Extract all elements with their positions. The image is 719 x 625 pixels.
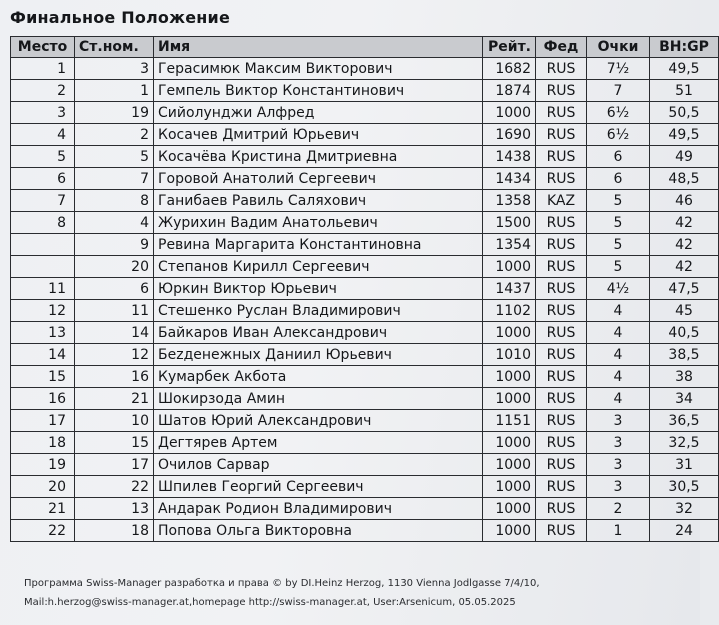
cell-federation: RUS	[536, 344, 587, 366]
cell-place	[11, 256, 75, 278]
cell-name: Байкаров Иван Александрович	[154, 322, 483, 344]
cell-tiebreak: 42	[650, 234, 719, 256]
cell-name: Сийолунджи Алфред	[154, 102, 483, 124]
cell-name: Попова Ольга Викторовна	[154, 520, 483, 542]
cell-start-number: 19	[75, 102, 154, 124]
cell-rating: 1102	[483, 300, 536, 322]
cell-tiebreak: 48,5	[650, 168, 719, 190]
cell-start-number: 16	[75, 366, 154, 388]
cell-rating: 1000	[483, 388, 536, 410]
cell-name: Шатов Юрий Александрович	[154, 410, 483, 432]
cell-place	[11, 234, 75, 256]
cell-name: Кумарбек Акбота	[154, 366, 483, 388]
cell-start-number: 18	[75, 520, 154, 542]
cell-place: 18	[11, 432, 75, 454]
cell-points: 3	[587, 432, 650, 454]
cell-points: 5	[587, 212, 650, 234]
cell-place: 5	[11, 146, 75, 168]
cell-tiebreak: 38,5	[650, 344, 719, 366]
cell-name: Ревина Маргарита Константиновна	[154, 234, 483, 256]
header-federation: Фед	[536, 37, 587, 58]
cell-points: 5	[587, 190, 650, 212]
cell-federation: RUS	[536, 520, 587, 542]
cell-federation: RUS	[536, 234, 587, 256]
cell-points: 5	[587, 234, 650, 256]
table-row	[11, 322, 719, 344]
table-row	[11, 102, 719, 124]
header-name: Имя	[154, 37, 483, 58]
cell-rating: 1354	[483, 234, 536, 256]
header-tiebreak: BH:GP	[650, 37, 719, 58]
cell-name: Ганибаев Равиль Саляхович	[154, 190, 483, 212]
cell-federation: RUS	[536, 278, 587, 300]
cell-start-number: 7	[75, 168, 154, 190]
cell-place: 19	[11, 454, 75, 476]
table-row	[11, 58, 719, 80]
cell-place: 16	[11, 388, 75, 410]
table-row	[11, 498, 719, 520]
table-row	[11, 124, 719, 146]
cell-points: 2	[587, 498, 650, 520]
cell-place: 12	[11, 300, 75, 322]
table-row	[11, 168, 719, 190]
cell-rating: 1690	[483, 124, 536, 146]
table-row	[11, 278, 719, 300]
cell-tiebreak: 42	[650, 256, 719, 278]
table-header-row	[11, 37, 719, 58]
cell-federation: RUS	[536, 476, 587, 498]
cell-tiebreak: 32	[650, 498, 719, 520]
cell-federation: RUS	[536, 168, 587, 190]
cell-start-number: 11	[75, 300, 154, 322]
table-row	[11, 344, 719, 366]
cell-points: 5	[587, 256, 650, 278]
cell-points: 7½	[587, 58, 650, 80]
cell-points: 6½	[587, 102, 650, 124]
cell-tiebreak: 32,5	[650, 432, 719, 454]
cell-federation: RUS	[536, 124, 587, 146]
table-row	[11, 300, 719, 322]
cell-start-number: 3	[75, 58, 154, 80]
footer-line-1: Программа Swiss-Manager разработка и права © by DI.Heinz Herzog, 1130 Vienna Jodlgasse 7/4/10,	[24, 578, 540, 589]
cell-federation: RUS	[536, 80, 587, 102]
cell-place: 17	[11, 410, 75, 432]
cell-rating: 1000	[483, 454, 536, 476]
cell-tiebreak: 47,5	[650, 278, 719, 300]
cell-tiebreak: 45	[650, 300, 719, 322]
cell-rating: 1000	[483, 322, 536, 344]
cell-rating: 1000	[483, 498, 536, 520]
cell-name: Косачёва Кристина Дмитриевна	[154, 146, 483, 168]
cell-tiebreak: 34	[650, 388, 719, 410]
standings-table	[10, 36, 719, 542]
cell-rating: 1000	[483, 432, 536, 454]
cell-rating: 1437	[483, 278, 536, 300]
cell-federation: RUS	[536, 366, 587, 388]
cell-rating: 1000	[483, 520, 536, 542]
cell-tiebreak: 30,5	[650, 476, 719, 498]
cell-federation: RUS	[536, 256, 587, 278]
cell-place: 14	[11, 344, 75, 366]
footer-line-2: Mail:h.herzog@swiss-manager.at,homepage http://swiss-manager.at, User:Arsenicum, 05.05.2025	[24, 597, 516, 608]
table-row	[11, 476, 719, 498]
table-row	[11, 212, 719, 234]
cell-rating: 1151	[483, 410, 536, 432]
cell-start-number: 17	[75, 454, 154, 476]
cell-rating: 1000	[483, 476, 536, 498]
cell-start-number: 10	[75, 410, 154, 432]
cell-federation: RUS	[536, 498, 587, 520]
cell-rating: 1000	[483, 256, 536, 278]
cell-name: Очилов Сарвар	[154, 454, 483, 476]
cell-federation: RUS	[536, 388, 587, 410]
cell-rating: 1682	[483, 58, 536, 80]
cell-start-number: 12	[75, 344, 154, 366]
cell-points: 3	[587, 454, 650, 476]
cell-points: 4	[587, 322, 650, 344]
cell-tiebreak: 24	[650, 520, 719, 542]
cell-name: Шокирзода Амин	[154, 388, 483, 410]
cell-place: 13	[11, 322, 75, 344]
cell-place: 4	[11, 124, 75, 146]
cell-start-number: 8	[75, 190, 154, 212]
cell-start-number: 6	[75, 278, 154, 300]
cell-tiebreak: 49	[650, 146, 719, 168]
cell-start-number: 14	[75, 322, 154, 344]
cell-tiebreak: 51	[650, 80, 719, 102]
cell-tiebreak: 40,5	[650, 322, 719, 344]
cell-name: Бezденежных Даниил Юрьевич	[154, 344, 483, 366]
cell-start-number: 9	[75, 234, 154, 256]
cell-place: 11	[11, 278, 75, 300]
cell-points: 4	[587, 344, 650, 366]
cell-tiebreak: 46	[650, 190, 719, 212]
cell-place: 1	[11, 58, 75, 80]
cell-points: 6½	[587, 124, 650, 146]
cell-name: Журихин Вадим Анатольевич	[154, 212, 483, 234]
cell-federation: RUS	[536, 212, 587, 234]
cell-start-number: 13	[75, 498, 154, 520]
cell-name: Юркин Виктор Юрьевич	[154, 278, 483, 300]
cell-name: Степанов Кирилл Сергеевич	[154, 256, 483, 278]
cell-points: 3	[587, 476, 650, 498]
cell-points: 4	[587, 300, 650, 322]
table-row	[11, 256, 719, 278]
cell-tiebreak: 50,5	[650, 102, 719, 124]
cell-rating: 1000	[483, 102, 536, 124]
cell-place: 22	[11, 520, 75, 542]
cell-start-number: 20	[75, 256, 154, 278]
cell-start-number: 1	[75, 80, 154, 102]
cell-federation: RUS	[536, 58, 587, 80]
cell-start-number: 2	[75, 124, 154, 146]
cell-place: 15	[11, 366, 75, 388]
cell-federation: RUS	[536, 322, 587, 344]
cell-rating: 1438	[483, 146, 536, 168]
cell-tiebreak: 49,5	[650, 124, 719, 146]
cell-points: 4½	[587, 278, 650, 300]
cell-tiebreak: 42	[650, 212, 719, 234]
header-start-number: Ст.ном.	[75, 37, 154, 58]
cell-federation: RUS	[536, 300, 587, 322]
cell-place: 7	[11, 190, 75, 212]
cell-name: Дегтярев Артем	[154, 432, 483, 454]
cell-federation: KAZ	[536, 190, 587, 212]
header-rating: Рейт.	[483, 37, 536, 58]
cell-name: Стешенко Руслан Владимирович	[154, 300, 483, 322]
cell-federation: RUS	[536, 454, 587, 476]
cell-points: 6	[587, 168, 650, 190]
table-row	[11, 388, 719, 410]
cell-tiebreak: 31	[650, 454, 719, 476]
cell-federation: RUS	[536, 146, 587, 168]
cell-federation: RUS	[536, 410, 587, 432]
cell-name: Горовой Анатолий Сергеевич	[154, 168, 483, 190]
cell-place: 6	[11, 168, 75, 190]
header-points: Очки	[587, 37, 650, 58]
table-row	[11, 234, 719, 256]
cell-name: Косачев Дмитрий Юрьевич	[154, 124, 483, 146]
cell-federation: RUS	[536, 432, 587, 454]
cell-rating: 1874	[483, 80, 536, 102]
cell-place: 21	[11, 498, 75, 520]
cell-points: 7	[587, 80, 650, 102]
cell-start-number: 4	[75, 212, 154, 234]
cell-rating: 1358	[483, 190, 536, 212]
table-row	[11, 410, 719, 432]
cell-tiebreak: 38	[650, 366, 719, 388]
table-row	[11, 432, 719, 454]
cell-tiebreak: 36,5	[650, 410, 719, 432]
cell-rating: 1500	[483, 212, 536, 234]
cell-place: 3	[11, 102, 75, 124]
cell-name: Герасимюк Максим Викторович	[154, 58, 483, 80]
cell-points: 1	[587, 520, 650, 542]
table-row	[11, 520, 719, 542]
cell-start-number: 15	[75, 432, 154, 454]
cell-start-number: 21	[75, 388, 154, 410]
cell-points: 4	[587, 366, 650, 388]
cell-place: 20	[11, 476, 75, 498]
table-row	[11, 146, 719, 168]
table-row	[11, 80, 719, 102]
cell-rating: 1434	[483, 168, 536, 190]
cell-federation: RUS	[536, 102, 587, 124]
cell-tiebreak: 49,5	[650, 58, 719, 80]
cell-points: 4	[587, 388, 650, 410]
footer	[24, 574, 540, 612]
page-title: Финальное Положение	[10, 8, 231, 27]
table-row	[11, 454, 719, 476]
cell-name: Гемпель Виктор Константинович	[154, 80, 483, 102]
table-row	[11, 366, 719, 388]
table-row	[11, 190, 719, 212]
cell-rating: 1010	[483, 344, 536, 366]
cell-points: 3	[587, 410, 650, 432]
cell-start-number: 5	[75, 146, 154, 168]
cell-place: 2	[11, 80, 75, 102]
cell-points: 6	[587, 146, 650, 168]
cell-rating: 1000	[483, 366, 536, 388]
header-place: Место	[11, 37, 75, 58]
cell-name: Андарак Родион Владимирович	[154, 498, 483, 520]
cell-name: Шпилев Георгий Сергеевич	[154, 476, 483, 498]
cell-start-number: 22	[75, 476, 154, 498]
cell-place: 8	[11, 212, 75, 234]
